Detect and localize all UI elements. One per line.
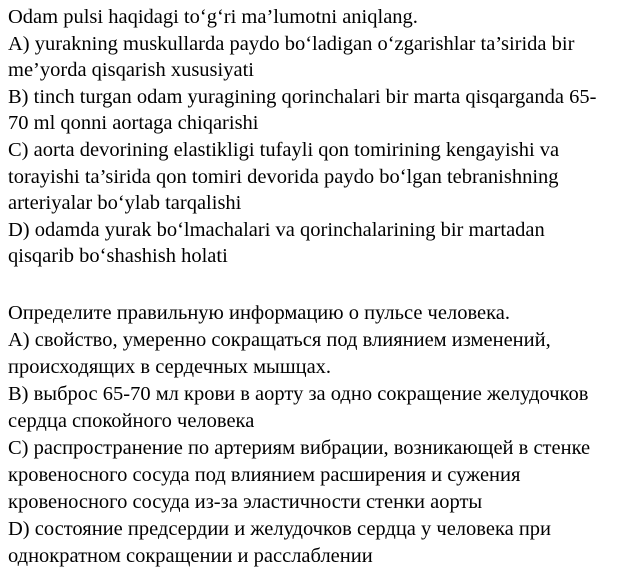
text-line: Определите правильную информацию о пульсе человека. [8, 301, 510, 324]
text-line: С) распространение по артериям вибрации, возникающей в стенке [8, 436, 591, 459]
text-line: кровеносного сосуда из-за эластичности стенки аорты [8, 490, 483, 513]
uzbek-question-block [8, 4, 638, 270]
text-line: происходящих в сердечных мышцах. [8, 355, 332, 378]
text-line: arteriyalar bo‘ylab tarqalishi [8, 192, 242, 215]
text-line: qisqarib bo‘shashish holati [8, 245, 228, 268]
text-line: кровеносного сосуда под влиянием расширения и сужения [8, 463, 521, 486]
text-line: Odam pulsi haqidagi to‘g‘ri ma’lumotni aniqlang. [8, 6, 418, 28]
text-line: C) aorta devorining elastikligi tufayli qon tomirining kengayishi va [8, 138, 560, 161]
text-line: D) состояние предсердии и желудочков сердца у человека при [8, 517, 552, 540]
russian-question-block [8, 300, 638, 570]
text-line: А) свойство, умеренно сокращаться под влиянием изменений, [8, 328, 551, 351]
text-line: B) tinch turgan odam yuragining qorinchalari bir marta qisqarganda 65- [8, 85, 597, 108]
text-line: однократном сокращении и расслаблении [8, 544, 373, 567]
text-line: torayishi ta’sirida qon tomiri devorida paydo bo‘lgan tebranishning [8, 165, 559, 188]
text-line: me’yorda qisqarish xususiyati [8, 59, 254, 82]
text-line: В) выброс 65-70 мл крови в аорту за одно сокращение желудочков [8, 382, 589, 405]
text-line: A) yurakning muskullarda paydo bo‘ladigan o‘zgarishlar ta’sirida bir [8, 32, 575, 55]
text-line: сердца спокойного человека [8, 409, 255, 432]
text-line: D) odamda yurak bo‘lmachalari va qorinchalarining bir martadan [8, 218, 545, 241]
text-line: 70 ml qonni aortaga chiqarishi [8, 112, 259, 135]
